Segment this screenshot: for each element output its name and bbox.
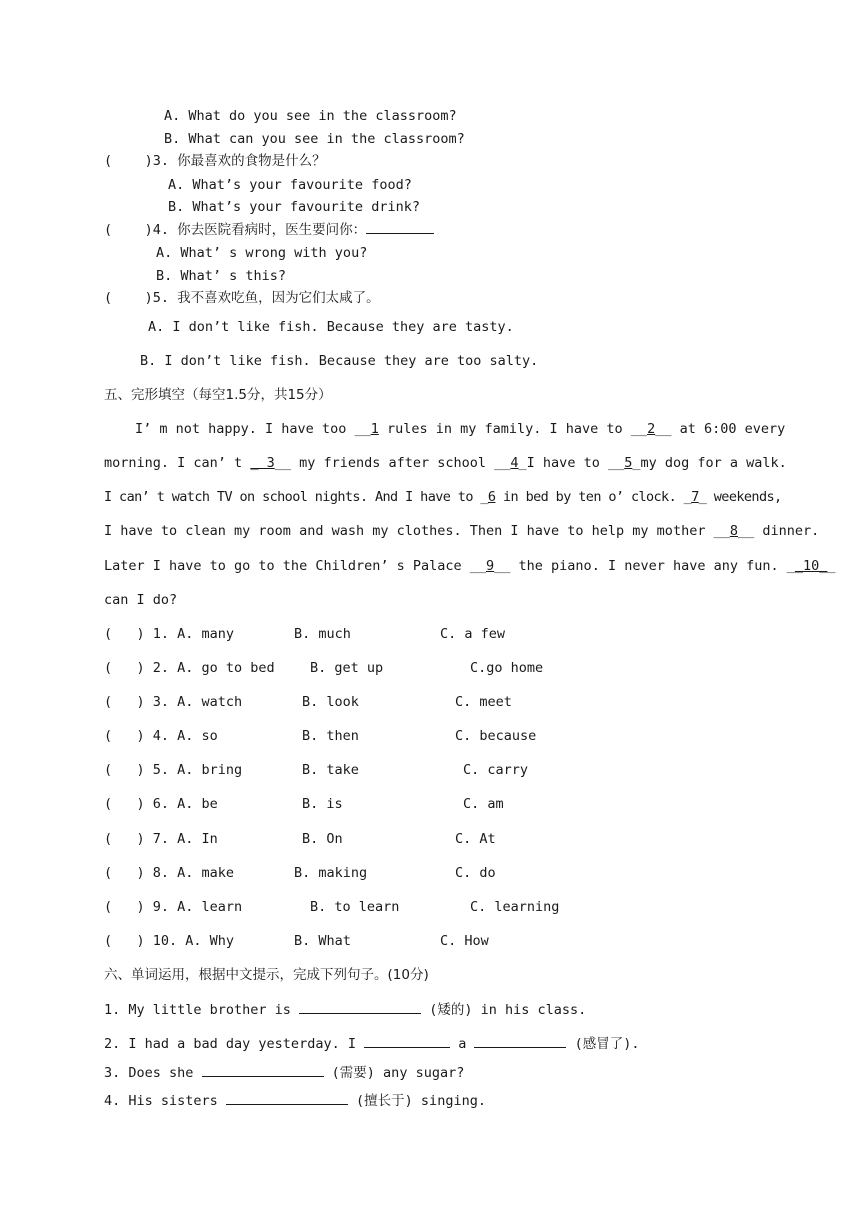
option-b: B. What [294,933,351,949]
option-b: B. then [302,728,359,744]
option-a: ( ) 2. A. go to bed [104,660,275,676]
option-a: ( ) 6. A. be [104,796,218,812]
sentence-text: (擅长于) singing. [347,1093,486,1109]
q5-bracket: ( )5. [104,290,170,306]
passage-text: morning. I can’ t [104,455,251,471]
passage-line-5 [104,557,836,575]
option-c: C. At [455,831,496,847]
sentence-text: (需要) any sugar? [323,1065,465,1081]
option-c: C. am [463,796,504,812]
option-b: B. On [302,831,343,847]
passage-text: __ at 6:00 every [655,421,786,437]
passage-text: I have to clean my room and wash my clothes. Then I have to help my mother __ [104,523,730,539]
option-b: B. making [294,865,368,881]
sentence-4 [104,1091,486,1110]
q4-option-a: A. What’ s wrong with you? [156,245,368,261]
blank-5: 5 [624,455,633,471]
option-a: ( ) 9. A. learn [104,899,243,915]
q3-line [104,152,326,170]
sentence-text: 4. His sisters [104,1093,226,1109]
option-c: C. because [455,728,537,744]
passage-text: _I have to __ [518,455,625,471]
passage-line-1 [135,420,785,438]
sentence-text: 1. My little brother is [104,1002,300,1018]
answer-blank-2a[interactable] [364,1034,450,1048]
passage-text: in bed by ten o’ clock. _ [495,489,692,505]
q4-bracket: ( )4. [104,222,170,238]
passage-text: __ the piano. I never have any fun. _ [494,558,795,574]
option-a: ( ) 1. A. many [104,626,235,642]
option-b: B. much [294,626,351,642]
blank-6: 6 [487,489,496,505]
sentence-1 [104,1000,586,1019]
blank-1: 1 [370,421,379,437]
q2-option-b: B. What can you see in the classroom? [164,131,465,147]
sentence-2 [104,1034,640,1053]
passage-text: Later I have to go to the Children’ s Palace __ [104,558,487,574]
passage-line-3 [104,488,782,506]
answer-blank-4[interactable] [226,1091,348,1105]
option-a: ( ) 10. A. Why [104,933,235,949]
passage-text: rules in my family. I have to __ [378,421,648,437]
option-b: B. is [302,796,343,812]
q5-stem: 我不喜欢吃鱼，因为它们太咸了。 [177,290,380,306]
answer-blank-1[interactable] [299,1000,421,1014]
sentence-text: a [450,1036,475,1052]
passage-text: I can’ t watch TV on school nights. And I have to _ [104,489,488,505]
answer-blank-3[interactable] [202,1063,324,1077]
passage-line-4 [104,522,819,540]
option-c: C. carry [463,762,529,778]
option-b: B. look [302,694,359,710]
option-c: C. meet [455,694,512,710]
q3-option-a: A. What’s your favourite food? [168,177,412,193]
q2-option-a: A. What do you see in the classroom? [164,108,457,124]
passage-text: _ weekends, [698,489,782,505]
q5-option-a: A. I don’t like fish. Because they are tasty. [148,319,514,335]
blank-8: 8 [729,523,738,539]
q4-answer-blank[interactable] [366,220,434,234]
section6-heading: 六、单词运用，根据中文提示，完成下列句子。(10分) [104,967,429,983]
section5-heading: 五、完形填空（每空1.5分，共15分） [104,387,332,403]
sentence-text: (矮的) in his class. [421,1002,587,1018]
passage-text: _my dog for a walk. [632,455,787,471]
option-b: B. get up [310,660,384,676]
passage-text: I’ m not happy. I have too __ [135,421,371,437]
blank-2: 2 [647,421,656,437]
sentence-text: 2. I had a bad day yesterday. I [104,1036,365,1052]
q5-option-b: B. I don’t like fish. Because they are too salty. [140,353,539,369]
blank-10: _10_ [794,558,828,574]
answer-blank-2b[interactable] [474,1034,566,1048]
q3-stem: 你最喜欢的食物是什么？ [177,153,326,169]
option-c: C. How [440,933,489,949]
passage-line-6: can I do? [104,592,178,608]
option-a: ( ) 4. A. so [104,728,218,744]
blank-3: _ 3 [250,455,275,471]
blank-4: 4 [510,455,519,471]
option-a: ( ) 7. A. In [104,831,218,847]
option-a: ( ) 5. A. bring [104,762,243,778]
option-c: C.go home [470,660,544,676]
blank-9: 9 [486,558,495,574]
q3-bracket: ( )3. [104,153,170,169]
q4-line [104,220,434,239]
option-c: C. learning [470,899,560,915]
q4-stem: 你去医院看病时，医生要问你： [177,222,367,238]
option-c: C. do [455,865,496,881]
sentence-text: 3. Does she [104,1065,202,1081]
sentence-text: (感冒了). [566,1036,640,1052]
option-b: B. to learn [310,899,400,915]
passage-text: _ [827,558,836,574]
q4-option-b: B. What’ s this? [156,268,287,284]
passage-text: __ my friends after school __ [274,455,511,471]
option-c: C. a few [440,626,506,642]
q3-option-b: B. What’s your favourite drink? [168,199,420,215]
blank-7: 7 [691,489,699,505]
option-a: ( ) 8. A. make [104,865,235,881]
sentence-3 [104,1063,464,1082]
q5-line [104,289,380,307]
passage-text: __ dinner. [737,523,820,539]
option-a: ( ) 3. A. watch [104,694,243,710]
passage-line-2 [104,454,787,472]
option-b: B. take [302,762,359,778]
